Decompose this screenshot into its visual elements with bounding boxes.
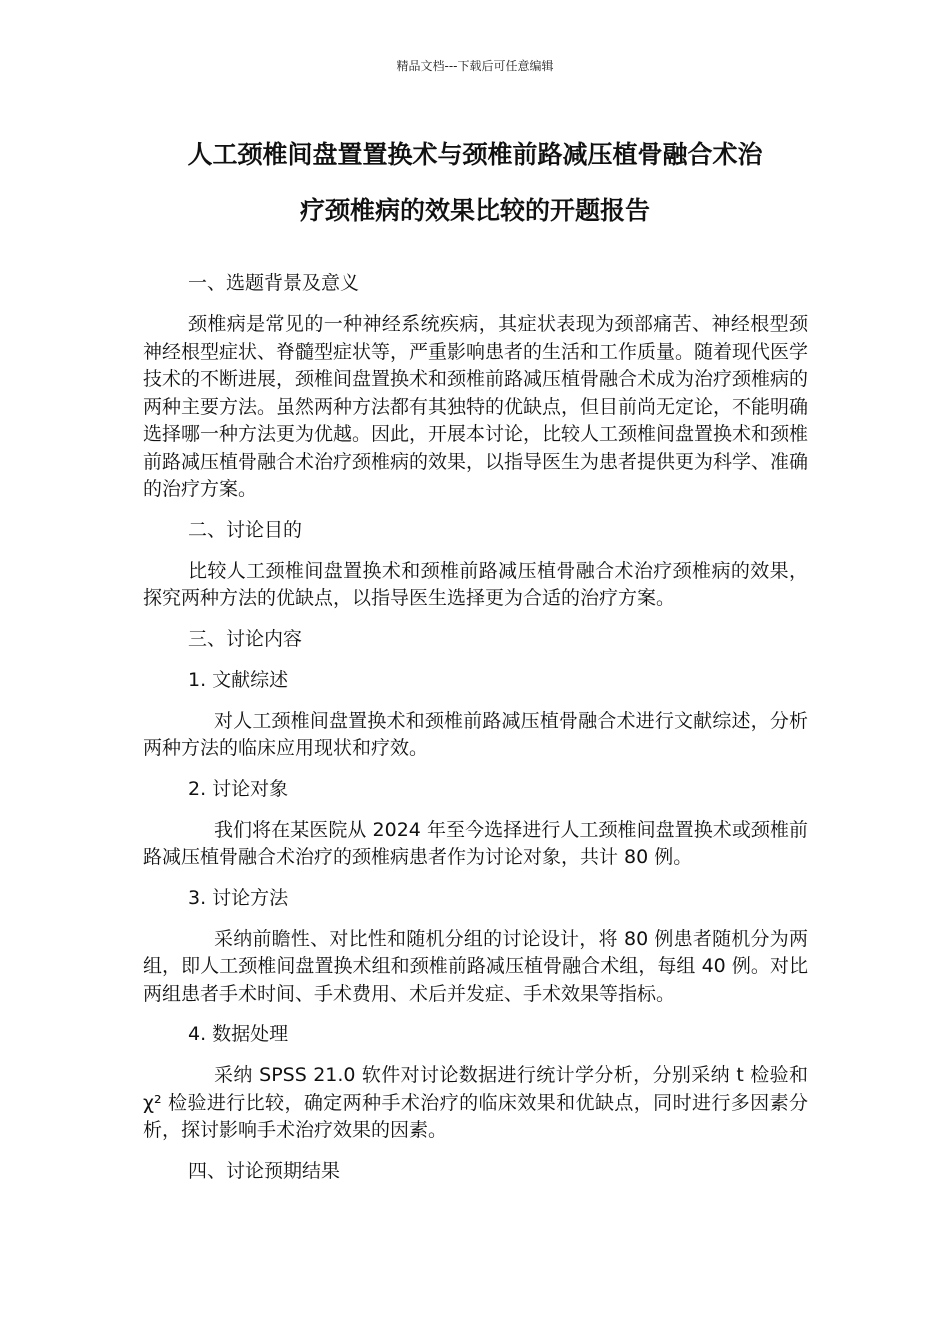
section-heading-content: 三、讨论内容 [188,627,303,650]
paragraph-purpose: 比较人工颈椎间盘置换术和颈椎前路减压植骨融合术治疗颈椎病的效果，探究两种方法的优缺点，以指导医生选择更为合适的治疗方案。 [143,559,808,609]
paragraph-background: 颈椎病是常见的一种神经系统疾病，其症状表现为颈部痛苦、神经根型颈神经根型症状、脊髓型症状等，严重影响患者的生活和工作质量。随着现代医学技术的不断进展，颈椎间盘置换术和颈椎前路减压植骨融合术成为治疗颈椎病的两种主要方法。虽然两种方法都有其独特的优缺点，但目前尚无定论，不能明确选择哪一种方法更为优越。因此，开展本讨论，比较人工颈椎间盘置换术和颈椎前路减压植骨融合术治疗颈椎病的效果，以指导医生为患者提供更为科学、准确的治疗方案。 [143,313,809,500]
subsection-heading-data: 4. 数据处理 [188,1023,289,1045]
section-heading-expected-results: 四、讨论预期结果 [188,1159,341,1182]
paragraph-data: 采纳 SPSS 21.0 软件对讨论数据进行统计学分析，分别采纳 t 检验和 χ² 检验进行比较，确定两种手术治疗的临床效果和优缺点，同时进行多因素分析，探讨影响手术治疗效果的因素。 [143,1064,808,1141]
section-heading-purpose: 二、讨论目的 [188,518,303,541]
document-title-line-2: 疗颈椎病的效果比较的开题报告 [299,196,650,225]
section-heading-background: 一、选题背景及意义 [188,272,360,294]
document-title-line-1: 人工颈椎间盘置置换术与颈椎前路减压植骨融合术治 [187,140,763,169]
paragraph-subjects: 我们将在某医院从 2024 年至今选择进行人工颈椎间盘置换术或颈椎前路减压植骨融合术治疗的颈椎病患者作为讨论对象，共计 80 例。 [143,818,808,868]
header-note: 精品文档---下载后可任意编辑 [396,59,554,73]
subsection-heading-literature: 1. 文献综述 [188,668,289,691]
subsection-heading-subjects: 2. 讨论对象 [188,777,289,800]
subsection-heading-methods: 3. 讨论方法 [188,886,289,909]
paragraph-methods: 采纳前瞻性、对比性和随机分组的讨论设计，将 80 例患者随机分为两组，即人工颈椎间盘置换术组和颈椎前路减压植骨融合术组，每组 40 例。对比两组患者手术时间、手术费用、术后并发症、手术效果等指标。 [143,927,808,1005]
document-body [143,270,808,1185]
paragraph-literature: 对人工颈椎间盘置换术和颈椎前路减压植骨融合术进行文献综述，分析两种方法的临床应用现状和疗效。 [143,709,808,759]
